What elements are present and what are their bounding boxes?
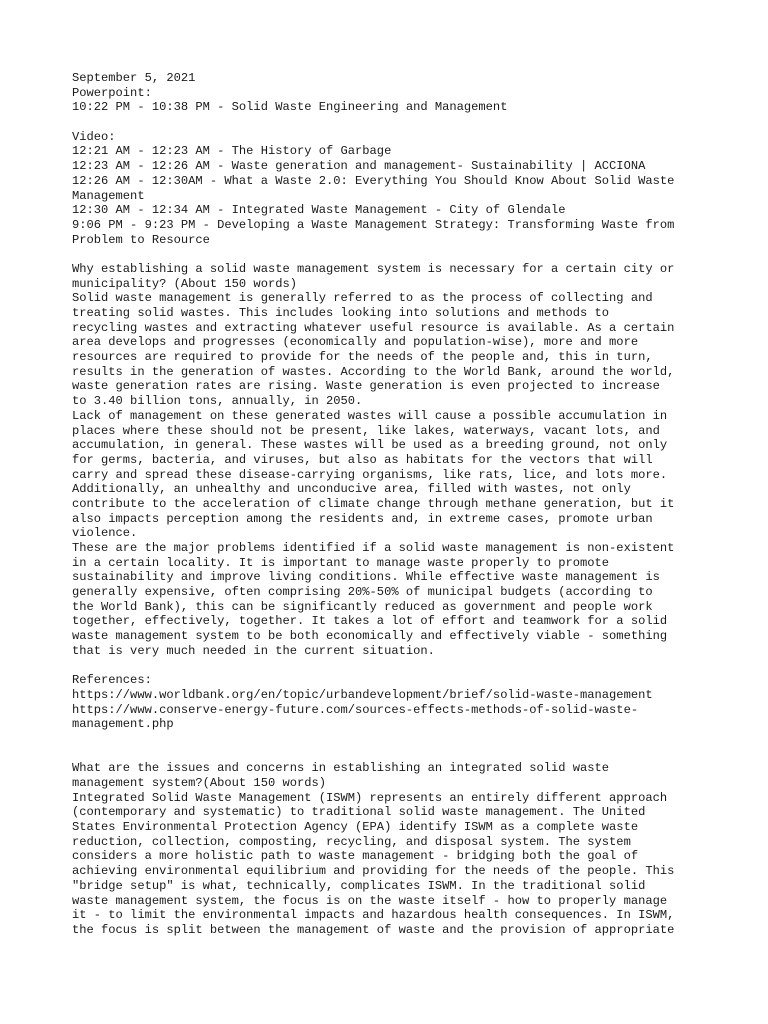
text-line: that is very much needed in the current situation.	[72, 643, 435, 658]
blank-line	[72, 115, 712, 130]
text-line: to 3.40 billion tons, annually, in 2050.	[72, 394, 363, 409]
text-line: Additionally, an unhealthy and unconducive area, filled with wastes, not only	[72, 482, 631, 497]
text-line: the focus is split between the management of waste and the provision of appropriate	[72, 922, 675, 937]
text-line: in a certain locality. It is important to manage waste properly to promote	[72, 555, 610, 570]
text-line: generally expensive, often comprising 20%-50% of municipal budgets (according to	[72, 585, 653, 600]
text-line: results in the generation of wastes. According to the World Bank, around the world,	[72, 364, 675, 379]
blank-line	[72, 732, 712, 747]
text-line: management system?(About 150 words)	[72, 776, 327, 790]
text-line: 10:22 PM - 10:38 PM - Solid Waste Engineering and Management	[72, 100, 508, 115]
text-line: contribute to the acceleration of climate change through methane generation, but it	[72, 496, 675, 511]
text-line: violence.	[72, 526, 138, 541]
text-line: for germs, bacteria, and viruses, but also as habitats for the vectors that will	[72, 452, 653, 467]
text-line: Lack of management on these generated wastes will cause a possible accumulation in	[72, 408, 668, 423]
text-line: carry and spread these disease-carrying organisms, like rats, lice, and lots more.	[72, 467, 668, 482]
blank-line	[72, 659, 712, 674]
text-line: recycling wastes and extracting whatever useful resource is available. As a certain	[72, 320, 675, 335]
text-line: 12:21 AM - 12:23 AM - The History of Garbage	[72, 144, 392, 159]
text-line: Integrated Solid Waste Management (ISWM) represents an entirely different approach	[72, 790, 668, 805]
text-line: places where these should not be present, like lakes, waterways, vacant lots, and	[72, 423, 660, 438]
text-line: These are the major problems identified if a solid waste management is non-existent	[72, 541, 675, 555]
text-line: sustainability and improve living conditions. While effective waste management is	[72, 570, 660, 585]
text-line: Solid waste management is generally referred to as the process of collecting and	[72, 291, 653, 306]
text-line: References:	[72, 673, 152, 688]
text-line: 12:26 AM - 12:30AM - What a Waste 2.0: Everything You Should Know About Solid Waste	[72, 173, 675, 188]
text-line: Powerpoint:	[72, 85, 152, 100]
text-line: resources are required to provide for the needs of the people and, this in turn,	[72, 350, 653, 365]
text-line: waste generation rates are rising. Waste generation is even projected to increase	[72, 379, 660, 394]
text-line: (contemporary and systematic) to traditional solid waste management. The United	[72, 805, 646, 820]
text-line: management.php	[72, 717, 174, 732]
reference-link: https://www.conserve-energy-future.com/sources-effects-methods-of-solid-waste-	[72, 702, 639, 717]
text-line: Video:	[72, 129, 116, 144]
text-line: September 5, 2021	[72, 71, 196, 85]
text-line: together, effectively, together. It takes a lot of effort and teamwork for a solid	[72, 614, 668, 629]
text-line: also impacts perception among the residents and, in extreme cases, promote urban	[72, 511, 653, 526]
text-line: What are the issues and concerns in establishing an integrated solid waste	[72, 761, 610, 776]
text-line: waste management system to be both economically and effectively viable - something	[72, 629, 668, 644]
text-line: municipality? (About 150 words)	[72, 276, 297, 291]
text-line: reduction, collection, composting, recycling, and disposal system. The system	[72, 834, 631, 849]
text-line: achieving environmental equilibrium and providing for the needs of the people. This	[72, 864, 675, 879]
text-line: 9:06 PM - 9:23 PM - Developing a Waste Management Strategy: Transforming Waste from	[72, 217, 675, 232]
blank-line	[72, 247, 712, 262]
text-line: accumulation, in general. These wastes will be used as a breeding ground, not only	[72, 438, 668, 453]
text-line: Management	[72, 188, 145, 203]
text-line: it - to limit the environmental impacts and hazardous health consequences. In ISWM,	[72, 908, 675, 923]
text-line: Why establishing a solid waste management system is necessary for a certain city or	[72, 261, 675, 276]
document-page	[72, 71, 712, 938]
text-line: area develops and progresses (economically and population-wise), more and more	[72, 335, 639, 350]
text-line: 12:23 AM - 12:26 AM - Waste generation and management- Sustainability | ACCIONA	[72, 159, 646, 174]
text-line: States Environmental Protection Agency (EPA) identify ISWM as a complete waste	[72, 820, 639, 835]
text-line: treating solid wastes. This includes looking into solutions and methods to	[72, 306, 610, 320]
text-line: "bridge setup" is what, technically, complicates ISWM. In the traditional solid	[72, 878, 646, 893]
blank-line	[72, 747, 712, 762]
text-line: 12:30 AM - 12:34 AM - Integrated Waste Management - City of Glendale	[72, 203, 566, 218]
text-line: waste management system, the focus is on the waste itself - how to properly manage	[72, 893, 668, 908]
text-line: the World Bank), this can be significantly reduced as government and people work	[72, 599, 653, 614]
text-line: Problem to Resource	[72, 232, 210, 247]
text-line: considers a more holistic path to waste management - bridging both the goal of	[72, 849, 639, 864]
reference-link: https://www.worldbank.org/en/topic/urbandevelopment/brief/solid-waste-management	[72, 687, 653, 702]
